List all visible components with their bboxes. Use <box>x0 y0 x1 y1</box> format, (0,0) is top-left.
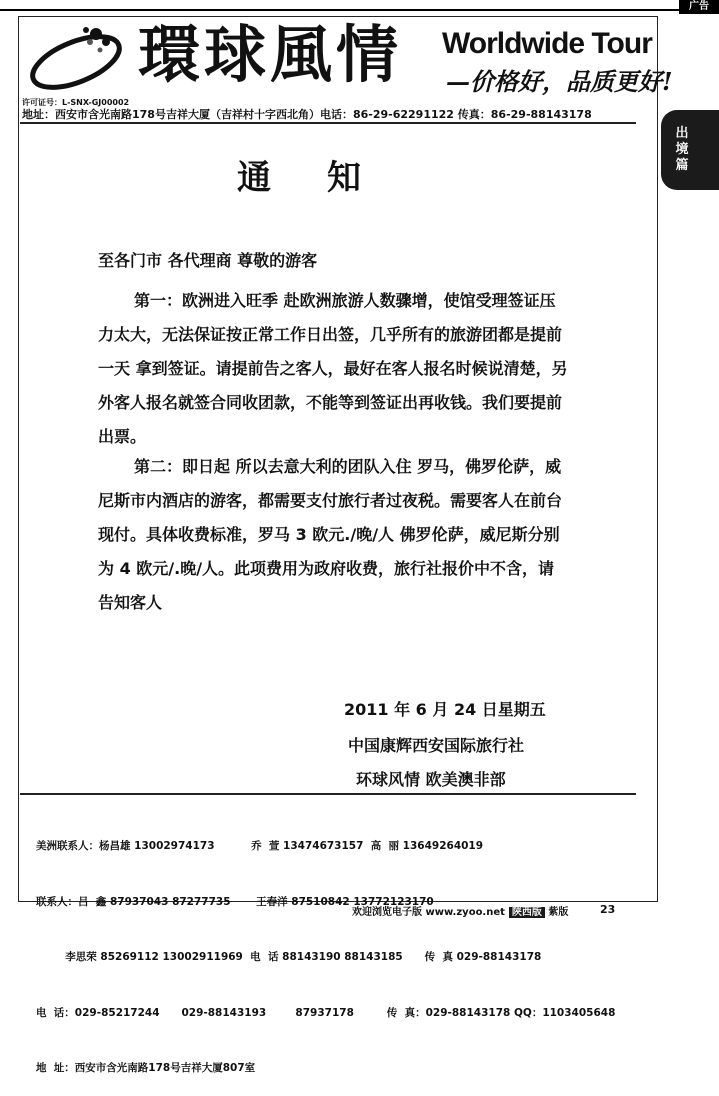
notice-paragraph-1 <box>98 284 568 454</box>
paragraph-2-text: 第二：即日起 所以去意大利的团队入住 罗马，佛罗伦萨，威尼斯市内酒店的游客，都需要支付旅行者过夜税。需要客人在前台现付。具体收费标准，罗马 3 欧元./晚/人 佛罗伦萨，威尼斯分别为 4 欧元/.晚/人。此项费用为政府收费，旅行社报价中不含，请告知客人 <box>98 457 563 612</box>
contact-line: 地 址：西安市含光南路178号吉祥大厦807室 <box>36 1062 256 1074</box>
ad-tab: 广告 <box>679 0 719 14</box>
notice-greeting: 至各门市 各代理商 尊敬的游客 <box>98 251 318 270</box>
footer-divider <box>20 793 636 795</box>
header-divider <box>20 122 636 124</box>
section-tab-label: 出境篇 <box>675 126 689 173</box>
english-title: Worldwide Tour <box>442 27 652 60</box>
top-rule <box>0 9 719 11</box>
department-name: 环球风情 欧美澳非部 <box>356 770 506 789</box>
contact-footer <box>36 800 615 1096</box>
browse-link[interactable]: 欢迎浏览电子版 www.zyoo.net <box>352 907 505 918</box>
contact-line: 电 话：029-85217244 029-88143193 87937178 传 真：029-88143178 QQ：1103405648 <box>36 1006 616 1019</box>
page-type: 紫版 <box>548 907 569 918</box>
slogan: —价格好，品质更好! <box>446 67 673 96</box>
paragraph-1-text: 第一：欧洲进入旺季 赴欧洲旅游人数骤增，使馆受理签证压力太大，无法保证按正常工作日出签，几乎所有的旅游团都是提前一天 拿到签证。请提前告之客人，最好在客人报名时候说清楚，另外客人报名就签合同收团款，不能等到签证出再收钱。我们要提前出票。 <box>98 291 568 446</box>
brand-title: 環球風情 <box>138 18 403 91</box>
contact-line: 美洲联系人：杨昌雄 13002974173 乔 萱 13474673157 高 丽 13649264019 <box>36 840 484 852</box>
notice-title: 通知 <box>237 158 417 198</box>
page-number: 23 <box>600 903 616 916</box>
contact-line: 李思荣 85269112 13002911969 电 话 88143190 88143185 传 真 029-88143178 <box>36 951 542 963</box>
contact-line: 联系人：吕 鑫 87937043 87277735 王春洋 87510842 13772123170 <box>36 895 434 908</box>
globe-logo-icon <box>24 24 134 94</box>
notice-date: 2011 年 6 月 24 日星期五 <box>344 700 546 719</box>
edition-badge: 陕西版 <box>509 907 545 918</box>
section-tab <box>661 110 719 190</box>
header-address: 地址：西安市含光南路178号吉祥大厦（吉祥村十字西北角）电话：86-29-62291122 传真：86-29-88143178 <box>22 108 592 121</box>
notice-paragraph-2 <box>98 450 568 620</box>
license-number: 许可证号：L-SNX-GJ00002 <box>22 98 130 107</box>
company-name: 中国康辉西安国际旅行社 <box>348 736 525 755</box>
